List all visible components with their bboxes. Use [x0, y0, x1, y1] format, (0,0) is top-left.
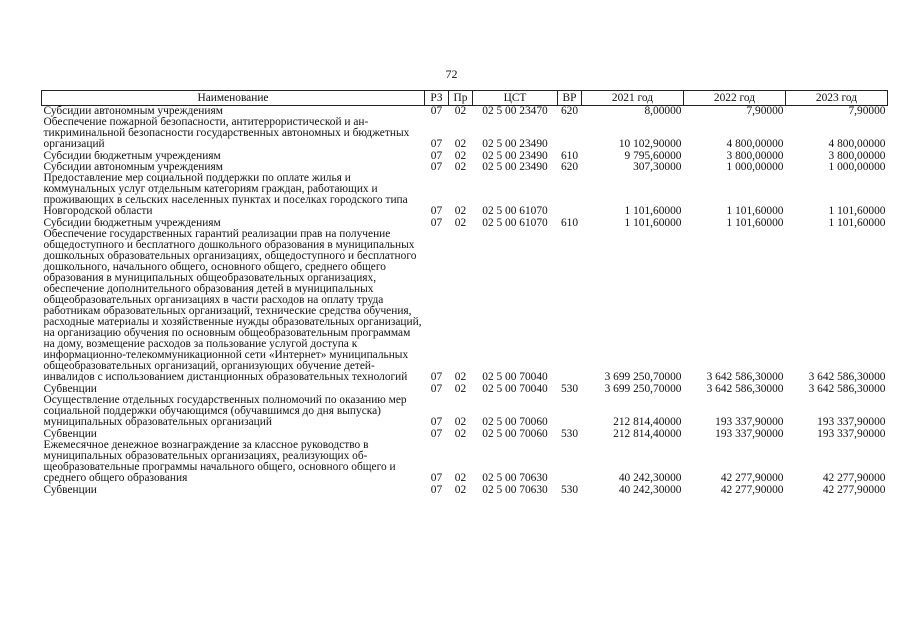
row-2021: 40 242,30000 [618, 485, 682, 496]
row-pr: 02 [454, 416, 467, 428]
row-name: Субвенции [43, 485, 97, 496]
row-2021: 8,00000 [644, 105, 682, 117]
table-row [42, 218, 888, 229]
header-2021: 2021 год [582, 91, 684, 106]
table-header-row [42, 91, 888, 106]
row-name: Субвенции [43, 429, 97, 440]
table-row [42, 106, 888, 118]
table-row [42, 485, 888, 496]
row-cst: 02 5 00 61070 [482, 218, 548, 229]
row-cst: 02 5 00 70040 [482, 384, 548, 395]
row-cst: 02 5 00 23490 [482, 138, 548, 150]
row-vr [558, 440, 582, 485]
row-vr: 620 [560, 162, 579, 173]
row-2021: 212 814,40000 [613, 416, 682, 428]
row-2021: 3 699 250,70000 [604, 384, 682, 395]
row-2023: 1 101,60000 [828, 218, 886, 229]
row-pr: 02 [454, 371, 467, 383]
header-rz: РЗ [425, 91, 449, 106]
row-name: Субвенции [43, 384, 97, 395]
table-row [42, 117, 888, 151]
row-2022: 42 277,90000 [720, 485, 784, 496]
row-2022: 1 101,60000 [726, 205, 784, 217]
header-pr: Пр [449, 91, 473, 106]
row-2023: 3 642 586,30000 [808, 384, 886, 395]
row-pr: 02 [454, 384, 467, 395]
row-rz: 07 [430, 218, 443, 229]
row-2022: 3 800,00000 [726, 151, 784, 162]
row-pr: 02 [454, 218, 467, 229]
row-vr: 620 [560, 105, 579, 117]
row-2021: 3 699 250,70000 [604, 371, 682, 383]
page-number: 72 [445, 67, 458, 81]
row-pr: 02 [454, 162, 467, 173]
row-name: Осуществление отдельных государственных полномочий по оказанию мер социальной поддержки обучающимся (обучавшимся до дня выпуска) муниципальных образовательных организаций [43, 395, 407, 428]
row-rz: 07 [430, 416, 443, 428]
row-2023: 193 337,90000 [817, 429, 886, 440]
row-cst: 02 5 00 70630 [482, 485, 548, 496]
table-row [42, 384, 888, 395]
row-rz: 07 [430, 205, 443, 217]
header-vr: ВР [558, 91, 582, 106]
row-name: Ежемесячное денежное вознаграждение за классное руководство в муниципальных образовательных организациях, реализующих общеобразовательные программы начального общего, основного общего и среднего общего образования [43, 440, 396, 484]
table-row [42, 162, 888, 173]
row-2022: 7,90000 [746, 105, 784, 117]
row-rz: 07 [430, 429, 443, 440]
header-cst: ЦСТ [473, 91, 558, 106]
row-2021: 10 102,90000 [618, 138, 682, 150]
row-rz: 07 [430, 105, 443, 117]
row-vr: 610 [560, 151, 579, 162]
row-2023: 4 800,00000 [828, 138, 886, 150]
row-2023: 1 101,60000 [828, 205, 886, 217]
row-vr: 530 [560, 384, 579, 395]
row-2021: 212 814,40000 [613, 429, 682, 440]
row-vr: 530 [560, 429, 579, 440]
row-rz: 07 [430, 485, 443, 496]
table-row [42, 440, 888, 485]
row-rz: 07 [430, 371, 443, 383]
row-name: Субсидии автономным учреждениям [43, 162, 223, 173]
row-2022: 3 642 586,30000 [706, 371, 784, 383]
header-name: Наименование [42, 91, 425, 106]
row-name: Субсидии бюджетным учреждениям [43, 218, 221, 229]
row-cst: 02 5 00 70630 [482, 472, 548, 484]
row-rz: 07 [430, 138, 443, 150]
row-pr: 02 [454, 205, 467, 217]
row-vr [558, 173, 582, 218]
row-pr: 02 [454, 138, 467, 150]
row-2022: 4 800,00000 [726, 138, 784, 150]
row-2022: 42 277,90000 [720, 472, 784, 484]
row-vr [558, 395, 582, 429]
row-2021: 1 101,60000 [624, 218, 682, 229]
row-2021: 307,30000 [633, 162, 682, 173]
row-2023: 1 000,00000 [828, 162, 886, 173]
table-row [42, 395, 888, 429]
budget-table [41, 90, 888, 496]
row-cst: 02 5 00 23490 [482, 151, 548, 162]
row-name: Обеспечение государственных гарантий реализации прав на получение общедоступного и бесплатного дошкольного образования в муниципальных дошкольных образовательных организациях, общедоступного и бесплатного дошкольного, начального общего, основного общего, среднего общего образования в муниципальных общеобразовательных организациях, обеспечение дополнительного образования детей в муниципальных общеобразовательных организациях в части расходов на оплату труда работникам образовательных организаций, технические средства обучения, расходные материалы и хозяйственные нужды образовательных организаций, на организацию обучения по основным общеобразовательным программам на дому, возмещение расходов за пользование услугой доступа к информационно-телекоммуникационной сети «Интернет» муниципальных общеобразовательных организаций, организующих обучение детей-инвалидов с использованием дистанционных образовательных технологий [43, 229, 422, 383]
row-pr: 02 [454, 429, 467, 440]
row-name: Предоставление мер социальной поддержки по оплате жилья и коммунальных услуг отдельным категориям граждан, работающих и проживающих в сельских населенных пунктах и поселках городского типа Новгородской области [43, 173, 408, 217]
row-2023: 3 800,00000 [828, 151, 886, 162]
row-2021: 1 101,60000 [624, 205, 682, 217]
row-vr [558, 117, 582, 151]
row-rz: 07 [430, 472, 443, 484]
row-2023: 42 277,90000 [822, 472, 886, 484]
table-row [42, 229, 888, 384]
row-2023: 42 277,90000 [822, 485, 886, 496]
row-2022: 1 000,00000 [726, 162, 784, 173]
row-cst: 02 5 00 70040 [482, 371, 548, 383]
header-2022: 2022 год [684, 91, 786, 106]
table-row [42, 429, 888, 440]
row-2022: 3 642 586,30000 [706, 384, 784, 395]
row-cst: 02 5 00 70060 [482, 429, 548, 440]
header-2023: 2023 год [786, 91, 888, 106]
row-2021: 9 795,60000 [624, 151, 682, 162]
row-name: Субсидии автономным учреждениям [43, 105, 223, 117]
row-vr: 530 [560, 485, 579, 496]
row-2022: 193 337,90000 [715, 416, 784, 428]
row-pr: 02 [454, 105, 467, 117]
row-2021: 40 242,30000 [618, 472, 682, 484]
row-name: Обеспечение пожарной безопасности, антитеррористической и антикриминальной безопасности государственных автономных и бюджетных организаций [43, 117, 410, 150]
row-2023: 193 337,90000 [817, 416, 886, 428]
table-row [42, 151, 888, 162]
row-2023: 7,90000 [848, 105, 886, 117]
row-vr [558, 229, 582, 384]
row-cst: 02 5 00 23470 [482, 105, 548, 117]
row-rz: 07 [430, 162, 443, 173]
row-rz: 07 [430, 151, 443, 162]
row-name: Субсидии бюджетным учреждениям [43, 151, 221, 162]
row-2023: 3 642 586,30000 [808, 371, 886, 383]
row-cst: 02 5 00 61070 [482, 205, 548, 217]
row-2022: 1 101,60000 [726, 218, 784, 229]
row-rz: 07 [430, 384, 443, 395]
row-pr: 02 [454, 485, 467, 496]
row-2022: 193 337,90000 [715, 429, 784, 440]
row-vr: 610 [560, 218, 579, 229]
row-pr: 02 [454, 472, 467, 484]
row-cst: 02 5 00 70060 [482, 416, 548, 428]
row-cst: 02 5 00 23490 [482, 162, 548, 173]
table-row [42, 173, 888, 218]
row-pr: 02 [454, 151, 467, 162]
